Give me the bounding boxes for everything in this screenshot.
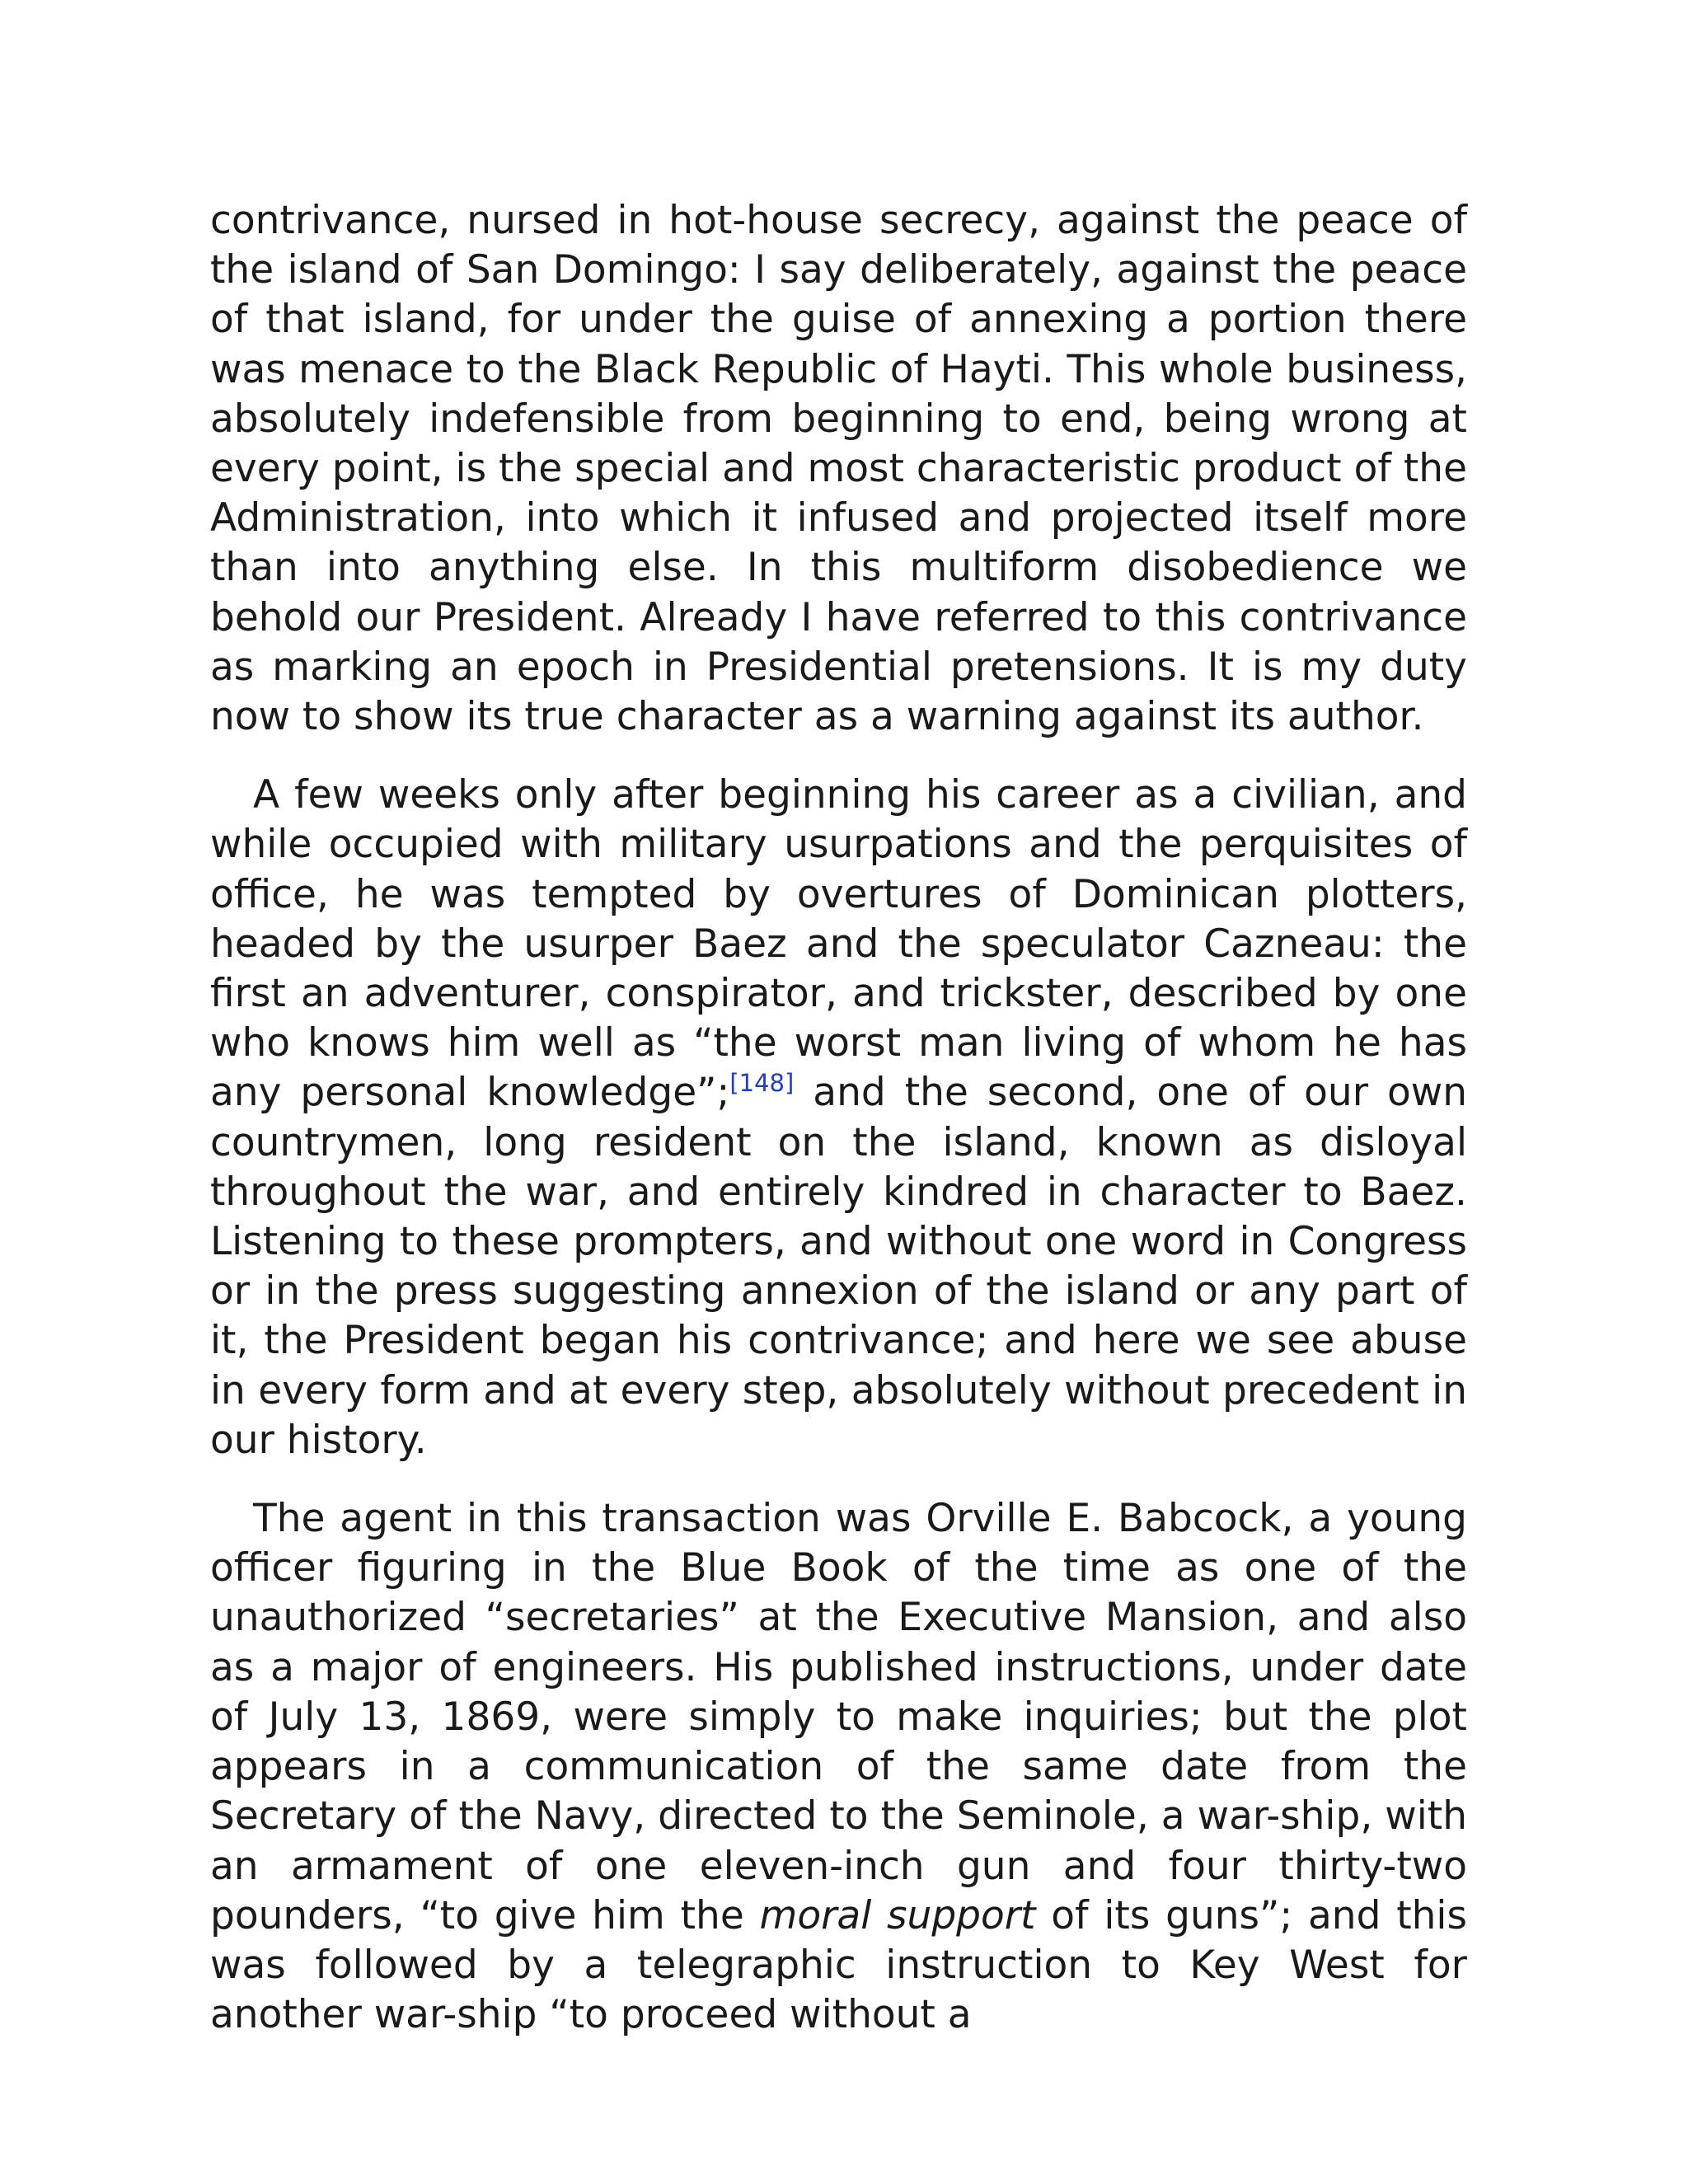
document-page [210,196,1467,2040]
paragraph-3-italic-phrase: moral support [759,1892,1036,1938]
paragraph-2-text-before-note: A few weeks only after beginning his career as a civilian, and while occupied with military usurpations and the perquisites of office, he was tempted by overtures of Dominican plotters, headed by the usurper Baez and the speculator Cazneau: the first an adventurer, conspirator, and trickster, described by one who knows him well as “the worst man living of whom he has any personal knowledge”; [210,772,1467,1116]
paragraph-3-text-after-italic: of its guns”; and this was followed by a telegraphic instruction to Key West for another war-ship “to proceed without a [210,1892,1467,2038]
paragraph-2 [210,771,1467,1465]
paragraph-3 [210,1494,1467,2040]
paragraph-2-text-after-note: and the second, one of our own countrymen, long resident on the island, known as disloyal throughout the war, and entirely kindred in character to Baez. Listening to these prompters, and without one word in Congress or in the press suggesting annexion of the island or any part of it, the President began his contrivance; and here we see abuse in every form and at every step, absolutely without precedent in our history. [210,1070,1467,1463]
paragraph-1-text: contrivance, nursed in hot-house secrecy, against the peace of the island of San Domingo: I say deliberately, against the peace of that island, for under the guise of annexing a portion there was menace to the Black Republic of Hayti. This whole business, absolutely indefensible from beginning to end, being wrong at every point, is the special and most characteristic product of the Administration, into which it infused and projected itself more than into anything else. In this multiform disobedience we behold our President. Already I have referred to this contrivance as marking an epoch in Presidential pretensions. It is my duty now to show its true character as a warning against its author. [210,198,1467,740]
paragraph-1 [210,196,1467,742]
paragraph-3-text-before-italic: The agent in this transaction was Orville E. Babcock, a young officer figuring in the Blue Book of the time as one of the unauthorized “secretaries” at the Executive Mansion, and also as a major of engineers. His published instructions, under date of July 13, 1869, were simply to make inquiries; but the plot appears in a communication of the same date from the Secretary of the Navy, directed to the Seminole, a war-ship, with an armament of one eleven-inch gun and four thirty-two pounders, “to give him the [210,1496,1467,1938]
footnote-link-148[interactable]: [148] [729,1069,795,1098]
